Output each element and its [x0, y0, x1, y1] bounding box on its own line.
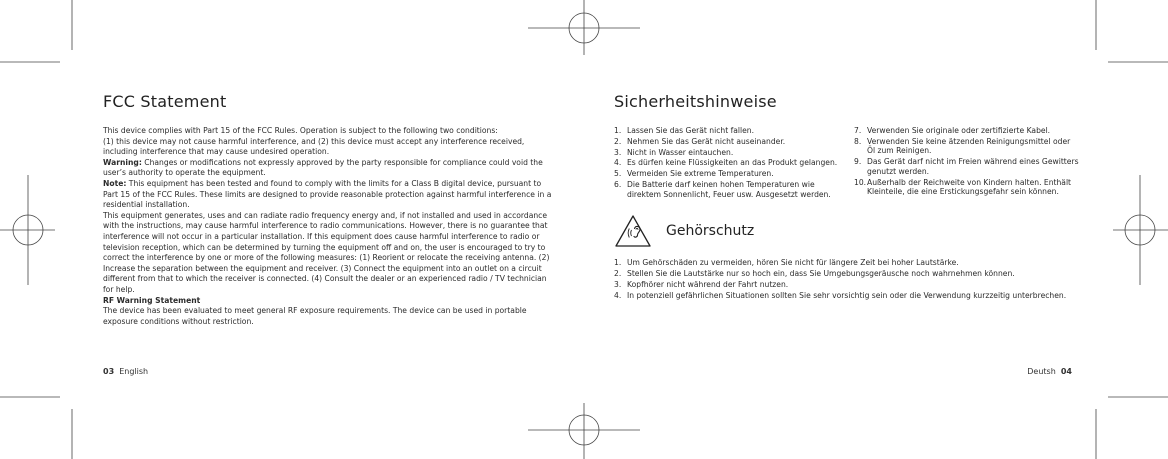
safety-title: Sicherheitshinweise: [614, 92, 777, 111]
list-item-text: Um Gehörschäden zu vermeiden, hören Sie nicht für längere Zeit bei hoher Lautstärke.: [627, 258, 959, 268]
list-item-number: 4.: [614, 158, 622, 168]
safety-item: [614, 148, 846, 158]
hearing-warning-icon: [614, 214, 652, 248]
rf-warning-heading: RF Warning Statement: [103, 295, 201, 305]
footer-language: Deutsh: [1027, 367, 1056, 376]
warning-label: Warning:: [103, 157, 142, 167]
list-item-text: Verwenden Sie keine ätzenden Reinigungsmittel oder Öl zum Reinigen.: [867, 136, 1071, 156]
fcc-conditions: (1) this device may not cause harmful interference, and (2) this device must accept any interference received, including interference that may cause undesired operation.: [103, 136, 525, 157]
list-item-text: Stellen Sie die Lautstärke nur so hoch ein, dass Sie Umgebungsgeräusche noch wahrnehmen können.: [627, 269, 1015, 279]
hearing-item: [614, 258, 1084, 268]
fcc-warning: [103, 158, 558, 179]
list-item-number: 2.: [614, 136, 622, 146]
hearing-title: Gehörschutz: [666, 223, 755, 240]
hearing-item: [614, 269, 1084, 279]
note-text: This equipment has been tested and found to comply with the limits for a Class B digital device, pursuant to Part 15 of the FCC Rules. These limits are designed to provide reasonable protection against harmful interference in a residential installation.: [103, 178, 552, 210]
registration-mark-top: [528, 0, 640, 55]
list-item-number: 2.: [614, 269, 622, 279]
fcc-generates: This equipment generates, uses and can radiate radio frequency energy and, if not installed and used in accordance with the instructions, may cause harmful interference to radio communications. However, there is no guarantee that interference will not occur in a particular installation. If this equipment does cause harmful interference to radio or television reception, which can be determined by turning the equipment off and on, the user is encouraged to try to correct the interference by one or more of the following measures: (1) Reorient or relocate the receiving antenna. (2) Increase the separation between the equipment and receiver. (3) Connect the equipment into an outlet on a circuit different from that to which the receiver is connected. (4) Consult the dealer or an experienced radio / TV technician for help.: [103, 210, 550, 294]
list-item-number: 7.: [854, 126, 862, 135]
registration-mark-left: [0, 175, 55, 285]
fcc-title: FCC Statement: [103, 92, 227, 111]
list-item-text: Lassen Sie das Gerät nicht fallen.: [627, 126, 755, 135]
footer-language: English: [119, 367, 149, 376]
safety-item: [614, 180, 846, 199]
safety-item: [614, 158, 846, 168]
list-item-number: 1.: [614, 126, 622, 135]
list-item-number: 4.: [614, 290, 622, 300]
safety-item: [614, 169, 846, 179]
safety-item: [614, 126, 846, 136]
list-item-text: Nehmen Sie das Gerät nicht auseinander.: [627, 136, 786, 146]
fcc-note: [103, 179, 558, 211]
rf-warning-text: The device has been evaluated to meet general RF exposure requirements. The device can be used in portable exposure conditions without restriction.: [103, 306, 527, 326]
list-item-number: 3.: [614, 147, 622, 157]
safety-item: [854, 137, 1079, 156]
registration-mark-right: [1113, 175, 1168, 285]
list-item-text: Das Gerät darf nicht im Freien während eines Gewitters genutzt werden.: [867, 157, 1079, 176]
safety-item: [614, 137, 846, 147]
safety-list-col2: [854, 126, 1079, 200]
page-number: 03: [103, 367, 115, 376]
safety-list-col1: [614, 126, 846, 200]
note-label: Note:: [103, 178, 127, 188]
list-item-number: 3.: [614, 279, 622, 289]
list-item-number: 10.: [854, 177, 867, 187]
warning-text: Changes or modifications not expressly approved by the party responsible for compliance could void the user’s authority to operate the equipment.: [103, 157, 543, 178]
list-item-number: 1.: [614, 258, 622, 268]
safety-item: [854, 178, 1079, 197]
list-item-text: Vermeiden Sie extreme Temperaturen.: [627, 169, 774, 179]
hearing-heading: [614, 214, 1084, 248]
page-number: 04: [1060, 367, 1072, 376]
list-item-text: Die Batterie darf keinen hohen Temperaturen wie direktem Sonnenlicht, Feuer usw. Ausgesetzt werden.: [627, 179, 831, 199]
list-item-text: In potenziell gefährlichen Situationen sollten Sie sehr vorsichtig sein oder die Verwendung kurzzeitig unterbrechen.: [627, 290, 1067, 300]
fcc-body: [103, 126, 558, 327]
safety-item: [854, 126, 1079, 136]
fcc-intro: This device complies with Part 15 of the FCC Rules. Operation is subject to the following two conditions:: [103, 126, 498, 135]
list-item-number: 8.: [854, 136, 862, 146]
list-item-number: 5.: [614, 169, 622, 179]
list-item-number: 6.: [614, 179, 622, 189]
right-page: [614, 92, 1084, 301]
safety-lists: [614, 126, 1084, 200]
list-item-text: Kopfhörer nicht während der Fahrt nutzen.: [627, 279, 789, 289]
registration-mark-bottom: [528, 403, 640, 459]
list-item-text: Außerhalb der Reichweite von Kindern halten. Enthält Kleinteile, die eine Erstickungsgefahr sein können.: [867, 177, 1072, 197]
list-item-text: Es dürfen keine Flüssigkeiten an das Produkt gelangen.: [627, 158, 838, 168]
left-page: [103, 92, 558, 327]
safety-item: [854, 157, 1079, 176]
hearing-list: [614, 258, 1084, 300]
list-item-number: 9.: [854, 157, 862, 167]
hearing-item: [614, 280, 1084, 290]
footer-left: [103, 367, 148, 376]
list-item-text: Nicht in Wasser eintauchen.: [627, 147, 734, 157]
list-item-text: Verwenden Sie originale oder zertifizierte Kabel.: [867, 126, 1051, 135]
footer-right: [1027, 367, 1072, 376]
hearing-item: [614, 291, 1084, 301]
